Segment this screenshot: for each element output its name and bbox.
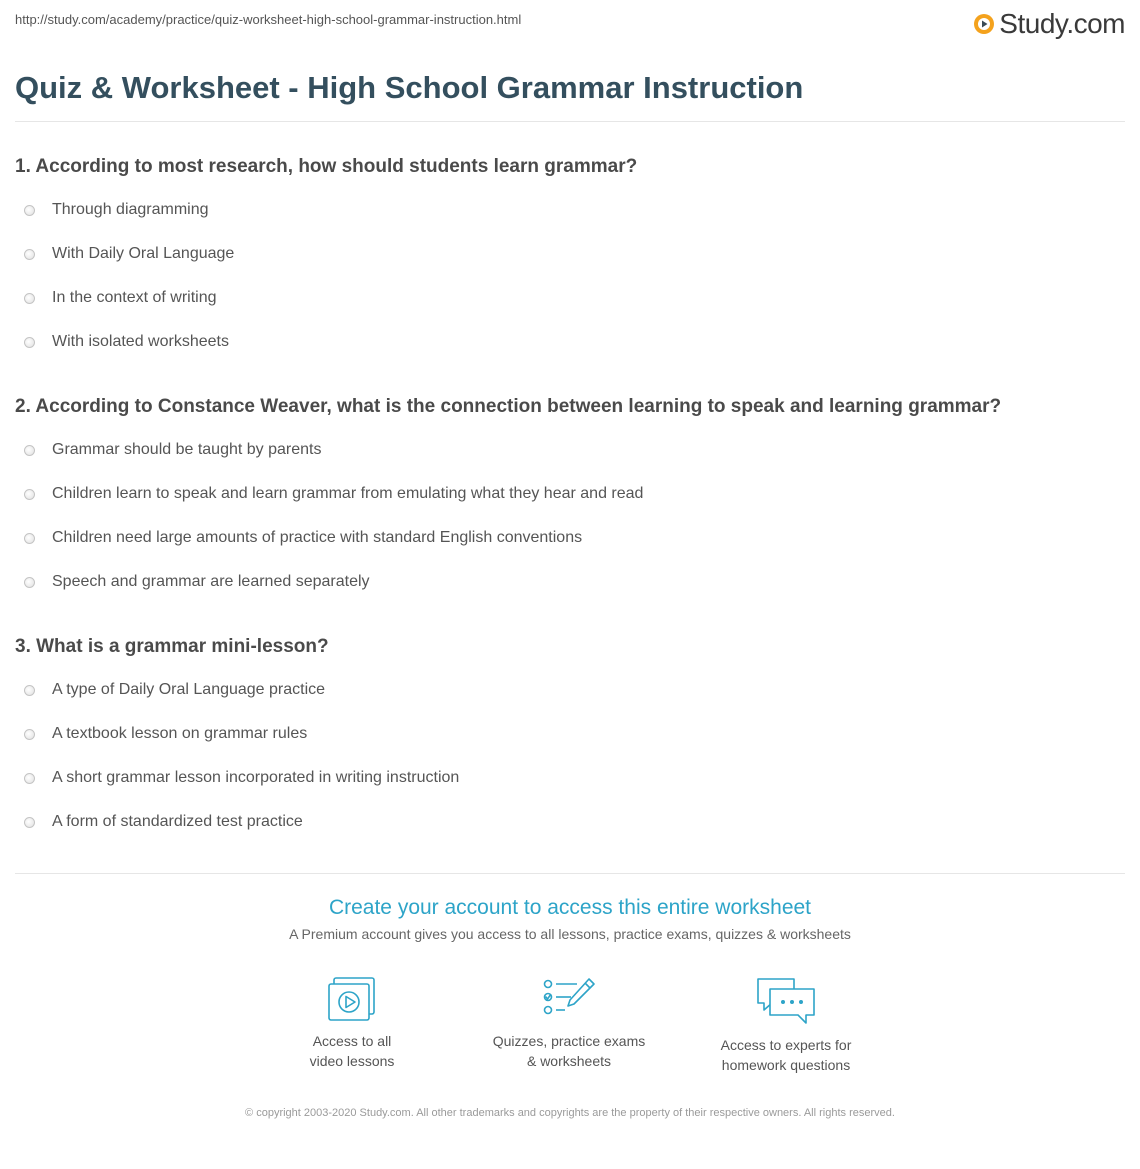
option-label: Speech and grammar are learned separately [52,573,370,590]
option-label: Children learn to speak and learn grammar from emulating what they hear and read [52,485,644,502]
play-circle-icon [973,13,995,35]
radio-button[interactable] [24,489,35,500]
option-label: Grammar should be taught by parents [52,441,322,458]
answer-option[interactable] [15,679,325,701]
feature-experts [686,975,886,1075]
feature-quizzes [469,975,669,1071]
radio-button[interactable] [24,337,35,348]
radio-button[interactable] [24,445,35,456]
answer-option[interactable] [15,287,217,309]
divider [15,121,1125,122]
radio-button[interactable] [24,293,35,304]
answer-option[interactable] [15,767,459,789]
question-2 [15,394,1125,590]
option-label: A type of Daily Oral Language practice [52,681,326,698]
answer-option[interactable] [15,811,303,833]
question-text: 2. According to Constance Weaver, what is the connection between learning to speak and learning grammar? [15,396,1002,417]
answer-option[interactable] [15,199,209,221]
feature-label: Access to experts for homework questions [720,1037,852,1073]
answer-option[interactable] [15,723,307,745]
page-url: http://study.com/academy/practice/quiz-worksheet-high-school-grammar-instruction.html [15,12,522,27]
question-1 [15,154,1125,350]
page-title: Quiz & Worksheet - High School Grammar Instruction [15,70,804,105]
feature-label: Quizzes, practice exams & worksheets [492,1033,646,1069]
answer-option[interactable] [15,527,582,549]
option-label: A short grammar lesson incorporated in writing instruction [52,769,460,786]
video-lessons-icon [324,975,380,1023]
option-label: With Daily Oral Language [52,245,235,262]
question-text: 1. According to most research, how should students learn grammar? [15,156,638,177]
radio-button[interactable] [24,685,35,696]
answer-option[interactable] [15,331,229,353]
radio-button[interactable] [24,249,35,260]
question-3 [15,634,1125,830]
cta-subtitle: A Premium account gives you access to all lessons, practice exams, quizzes & worksheets [289,926,851,942]
option-label: A textbook lesson on grammar rules [52,725,308,742]
answer-option[interactable] [15,483,643,505]
option-label: With isolated worksheets [52,333,229,350]
option-label: In the context of writing [52,289,217,306]
cta-title-link[interactable]: Create your account to access this entire worksheet [328,896,812,919]
divider [15,873,1125,874]
feature-video-lessons [252,975,452,1071]
logo-text: Study.com [999,8,1125,39]
radio-button[interactable] [24,533,35,544]
option-label: Children need large amounts of practice with standard English conventions [52,529,583,546]
option-label: A form of standardized test practice [52,813,303,830]
quiz-checklist-icon [541,975,597,1023]
copyright-text: © copyright 2003-2020 Study.com. All other trademarks and copyrights are the property of their respective owners. All rights reserved. [245,1107,895,1119]
radio-button[interactable] [24,773,35,784]
answer-option[interactable] [15,243,234,265]
answer-option[interactable] [15,571,370,593]
radio-button[interactable] [24,817,35,828]
radio-button[interactable] [24,205,35,216]
option-label: Through diagramming [52,201,209,218]
answer-option[interactable] [15,439,321,461]
radio-button[interactable] [24,729,35,740]
expert-chat-icon [754,975,818,1027]
study-logo[interactable] [973,8,1125,40]
radio-button[interactable] [24,577,35,588]
question-text: 3. What is a grammar mini-lesson? [15,636,329,657]
feature-label: Access to all video lessons [309,1033,395,1069]
top-bar [15,8,1125,42]
